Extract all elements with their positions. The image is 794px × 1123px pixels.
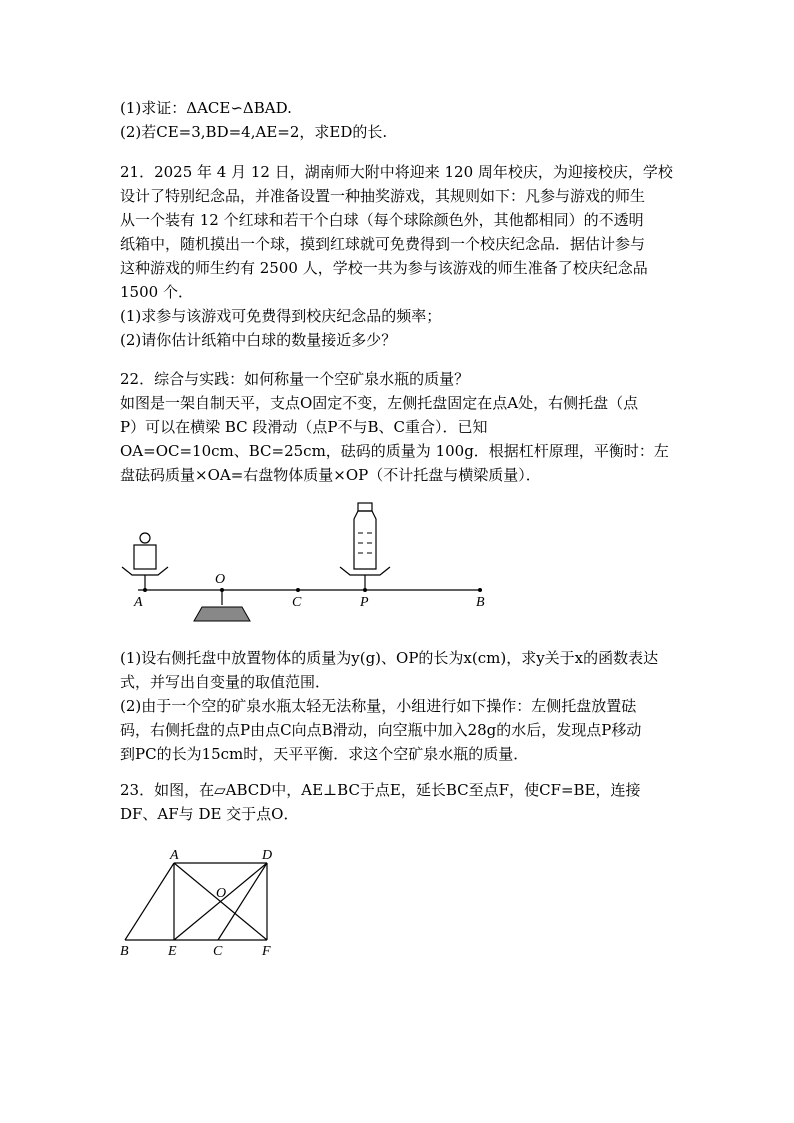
q22-sub: (2)由于一个空的矿泉水瓶太轻无法称量，小组进行如下操作：左侧托盘放置砝 <box>120 697 637 715</box>
q22-line: P）可以在横梁 BC 段滑动（点P不与B、C重合）．已知 <box>120 418 488 436</box>
weight-icon <box>122 533 168 590</box>
label-b: B <box>476 595 485 610</box>
label-o: O <box>216 886 227 901</box>
parallelogram-figure <box>112 845 312 965</box>
q22-line: OA=OC=10cm、BC=25cm，砝码的质量为 100g．根据杠杆原理，平衡时：左 <box>120 442 669 460</box>
q21-line: 21．2025 年 4 月 12 日，湖南师大附中将迎来 120 周年校庆，为迎接校庆，学校 <box>120 163 673 181</box>
q21-line: 纸箱中，随机摸出一个球，摸到红球就可免费得到一个校庆纪念品．据估计参与 <box>120 235 646 253</box>
label-p: P <box>360 595 369 610</box>
q22-sub: 到PC的长为15cm时，天平平衡．求这个空矿泉水瓶的质量． <box>120 745 529 763</box>
label-c: C <box>292 595 302 610</box>
label-b: B <box>120 944 129 959</box>
label-e: E <box>168 944 177 959</box>
label-a: A <box>170 848 179 863</box>
q22-sub: 码，右侧托盘的点P由点C向点B滑动，向空瓶中加入28g的水后，发现点P移动 <box>120 721 642 739</box>
q21-line: 从一个装有 12 个红球和若干个白球（每个球除颜色外，其他都相同）的不透明 <box>120 211 644 229</box>
q23-line: DF、AF与 DE 交于点O． <box>120 805 299 823</box>
label-a: A <box>134 595 143 610</box>
fulcrum-icon <box>194 590 250 621</box>
bottle-icon <box>340 503 390 590</box>
q21-line: 这种游戏的师生约有 2500 人，学校一共为参与该游戏的师生准备了校庆纪念品 <box>120 259 648 277</box>
q21-line: (2)请你估计纸箱中白球的数量接近多少？ <box>120 331 397 349</box>
q21-line: (1)求参与该游戏可免费得到校庆纪念品的频率； <box>120 307 442 325</box>
label-o: O <box>215 572 226 587</box>
q22-sub: (1)设右侧托盘中放置物体的质量为y(g)、OP的长为x(cm)，求y关于x的函数表达 <box>120 649 659 667</box>
label-f: F <box>262 944 271 959</box>
q21-line: 设计了特别纪念品，并准备设置一种抽奖游戏，其规则如下：凡参与游戏的师生 <box>120 187 646 205</box>
q23-line: 23．如图，在▱ABCD中，AE⊥BC于点E，延长BC至点F，使CF=BE，连接 <box>120 781 641 799</box>
balance-figure <box>110 495 510 625</box>
q21-line: 1500 个． <box>120 283 193 301</box>
q22-line: 盘砝码质量×OA=右盘物体质量×OP（不计托盘与横梁质量）． <box>120 466 541 484</box>
q22-sub: 式，并写出自变量的取值范围． <box>120 673 331 691</box>
q20-part2: (2)若CE=3,BD=4,AE=2，求ED的长. <box>120 123 388 141</box>
label-c: C <box>213 944 223 959</box>
label-d: D <box>262 848 273 863</box>
q22-line: 如图是一架自制天平，支点O固定不变，左侧托盘固定在点A处，右侧托盘（点 <box>120 394 639 412</box>
q22-line: 22．综合与实践：如何称量一个空矿泉水瓶的质量？ <box>120 370 470 388</box>
q20-part1: (1)求证：ΔACE∽ΔBAD. <box>120 99 292 117</box>
